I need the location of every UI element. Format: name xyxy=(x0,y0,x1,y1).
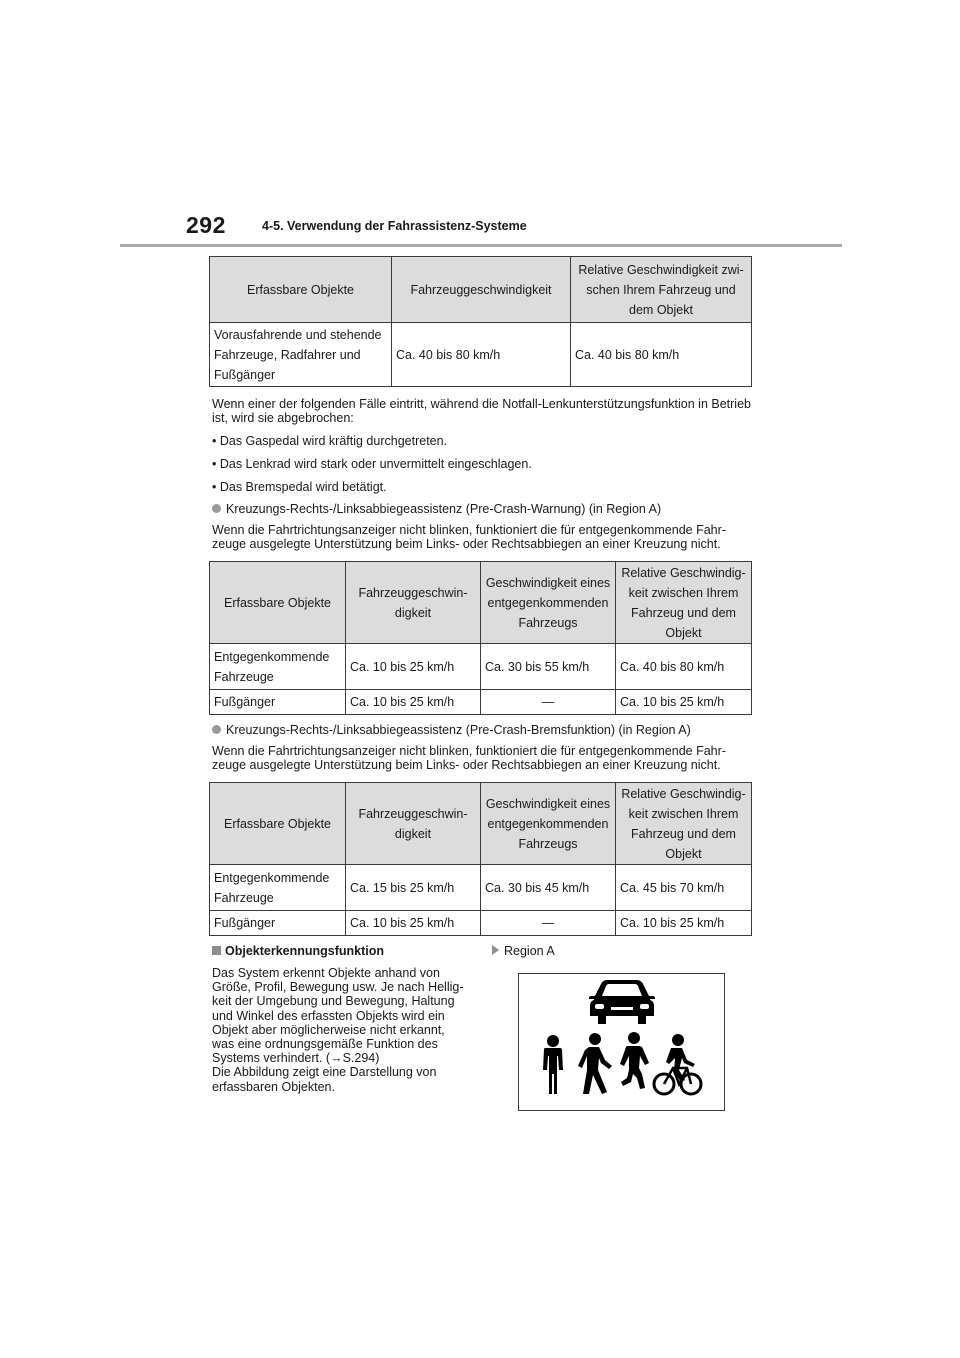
abort-item: • Das Lenkrad wird stark oder unvermittelt eingeschlagen. xyxy=(212,457,532,471)
table-cell: Ca. 10 bis 25 km/h xyxy=(346,644,481,690)
chapter-title: 4-5. Verwendung der Fahrassistenz-Systeme xyxy=(262,219,527,233)
table-cell: Ca. 30 bis 55 km/h xyxy=(481,644,616,690)
table-cell: Ca. 10 bis 25 km/h xyxy=(346,911,481,936)
region-text: Region A xyxy=(504,944,555,958)
table-cell: Ca. 10 bis 25 km/h xyxy=(616,690,752,715)
table-row xyxy=(210,690,752,715)
text-line: was eine ordnungsgemäße Funktion des xyxy=(212,1037,438,1052)
column-header: Geschwindigkeit eines entgegenkommenden Fahrzeugs xyxy=(481,783,616,865)
column-header: Erfassbare Objekte xyxy=(210,257,392,323)
table-cell: Fußgänger xyxy=(210,690,346,715)
standing-pedestrian-icon xyxy=(543,1035,563,1094)
region-label xyxy=(492,944,555,958)
table-row xyxy=(210,865,752,911)
column-header: Erfassbare Objekte xyxy=(210,783,346,865)
page-number: 292 xyxy=(186,212,226,238)
text-line: keit der Umgebung und Bewegung, Haltung xyxy=(212,994,455,1009)
column-header: Relative Geschwindig-keit zwischen Ihrem Fahrzeug und dem Objekt xyxy=(616,562,752,644)
abort-intro: Wenn einer der folgenden Fälle eintritt, während die Notfall-Lenkunterstützungsfunktion in Betrieb ist, wird sie abgebrochen: xyxy=(212,397,751,425)
running-pedestrian-icon xyxy=(620,1032,649,1089)
abort-item: • Das Bremspedal wird betätigt. xyxy=(212,480,387,494)
text-line: Objekt aber möglicherweise nicht erkannt, xyxy=(212,1022,445,1037)
detection-table-warning xyxy=(209,561,752,715)
column-header: Relative Geschwindig-keit zwischen Ihrem Fahrzeug und dem Objekt xyxy=(616,783,752,865)
subsection-heading xyxy=(212,944,384,958)
detection-table-brake xyxy=(209,782,752,936)
section-heading-brake xyxy=(212,723,691,737)
table-row xyxy=(210,323,752,387)
column-header: Fahrzeuggeschwindigkeit xyxy=(392,257,571,323)
triangle-marker-icon xyxy=(492,945,499,955)
section-title: Kreuzungs-Rechts-/Linksabbiegeassistenz (Pre-Crash-Bremsfunktion) (in Region A) xyxy=(226,723,691,737)
section-text: Wenn die Fahrtrichtungsanzeiger nicht blinken, funktioniert die für entgegenkommende Fahr-zeuge ausgelegte Unterstützung beim Links- oder Rechtsabbiegen an einer Kreuzung nicht. xyxy=(212,744,726,772)
column-header: Relative Geschwindigkeit zwi-schen Ihrem Fahrzeug und dem Objekt xyxy=(571,257,752,323)
table-cell: — xyxy=(481,911,616,936)
column-header: Geschwindigkeit eines entgegenkommenden Fahrzeugs xyxy=(481,562,616,644)
text-line: Größe, Profil, Bewegung usw. Je nach Hellig- xyxy=(212,980,464,995)
table-cell: Ca. 15 bis 25 km/h xyxy=(346,865,481,911)
header-divider xyxy=(120,244,842,247)
bullet-dot-icon xyxy=(212,725,221,734)
walking-pedestrian-icon xyxy=(578,1033,612,1094)
abort-item: • Das Gaspedal wird kräftig durchgetreten. xyxy=(212,434,448,448)
bullet-dot-icon xyxy=(212,504,221,513)
detection-table-emergency-steering xyxy=(209,256,752,387)
table-cell: Ca. 45 bis 70 km/h xyxy=(616,865,752,911)
table-cell: Ca. 30 bis 45 km/h xyxy=(481,865,616,911)
square-bullet-icon xyxy=(212,946,221,955)
cyclist-icon xyxy=(654,1034,701,1094)
column-header: Fahrzeuggeschwin-digkeit xyxy=(346,783,481,865)
car-icon xyxy=(589,980,655,1024)
text-line: erfassbaren Objekten. xyxy=(212,1079,335,1094)
table-row xyxy=(210,644,752,690)
section-text: Wenn die Fahrtrichtungsanzeiger nicht blinken, funktioniert die für entgegenkommende Fahr-zeuge ausgelegte Unterstützung beim Links- oder Rechtsabbiegen an einer Kreuzung nicht. xyxy=(212,523,726,551)
column-header: Erfassbare Objekte xyxy=(210,562,346,644)
table-cell: Ca. 40 bis 80 km/h xyxy=(392,323,571,387)
table-cell: Ca. 10 bis 25 km/h xyxy=(346,690,481,715)
table-row xyxy=(210,911,752,936)
table-cell: Vorausfahrende und stehende Fahrzeuge, Radfahrer und Fußgänger xyxy=(210,323,392,387)
table-cell: Ca. 10 bis 25 km/h xyxy=(616,911,752,936)
table-cell: Entgegenkommende Fahrzeuge xyxy=(210,865,346,911)
subsection-title: Objekterkennungsfunktion xyxy=(225,944,385,958)
table-cell: Fußgänger xyxy=(210,911,346,936)
object-detection-text xyxy=(212,966,482,1094)
text-line: und Winkel des erfassten Objekts wird ein xyxy=(212,1008,445,1023)
text-line: Die Abbildung zeigt eine Darstellung von xyxy=(212,1065,437,1080)
table-cell: Entgegenkommende Fahrzeuge xyxy=(210,644,346,690)
table-cell: Ca. 40 bis 80 km/h xyxy=(571,323,752,387)
table-cell: Ca. 40 bis 80 km/h xyxy=(616,644,752,690)
text-line: Das System erkennt Objekte anhand von xyxy=(212,966,440,980)
detectable-objects-illustration xyxy=(518,973,725,1111)
text-line: Systems verhindert. (→S.294) xyxy=(212,1051,380,1066)
section-heading-warning xyxy=(212,502,661,516)
section-title: Kreuzungs-Rechts-/Linksabbiegeassistenz (Pre-Crash-Warnung) (in Region A) xyxy=(226,502,662,516)
table-cell: — xyxy=(481,690,616,715)
column-header: Fahrzeuggeschwin-digkeit xyxy=(346,562,481,644)
